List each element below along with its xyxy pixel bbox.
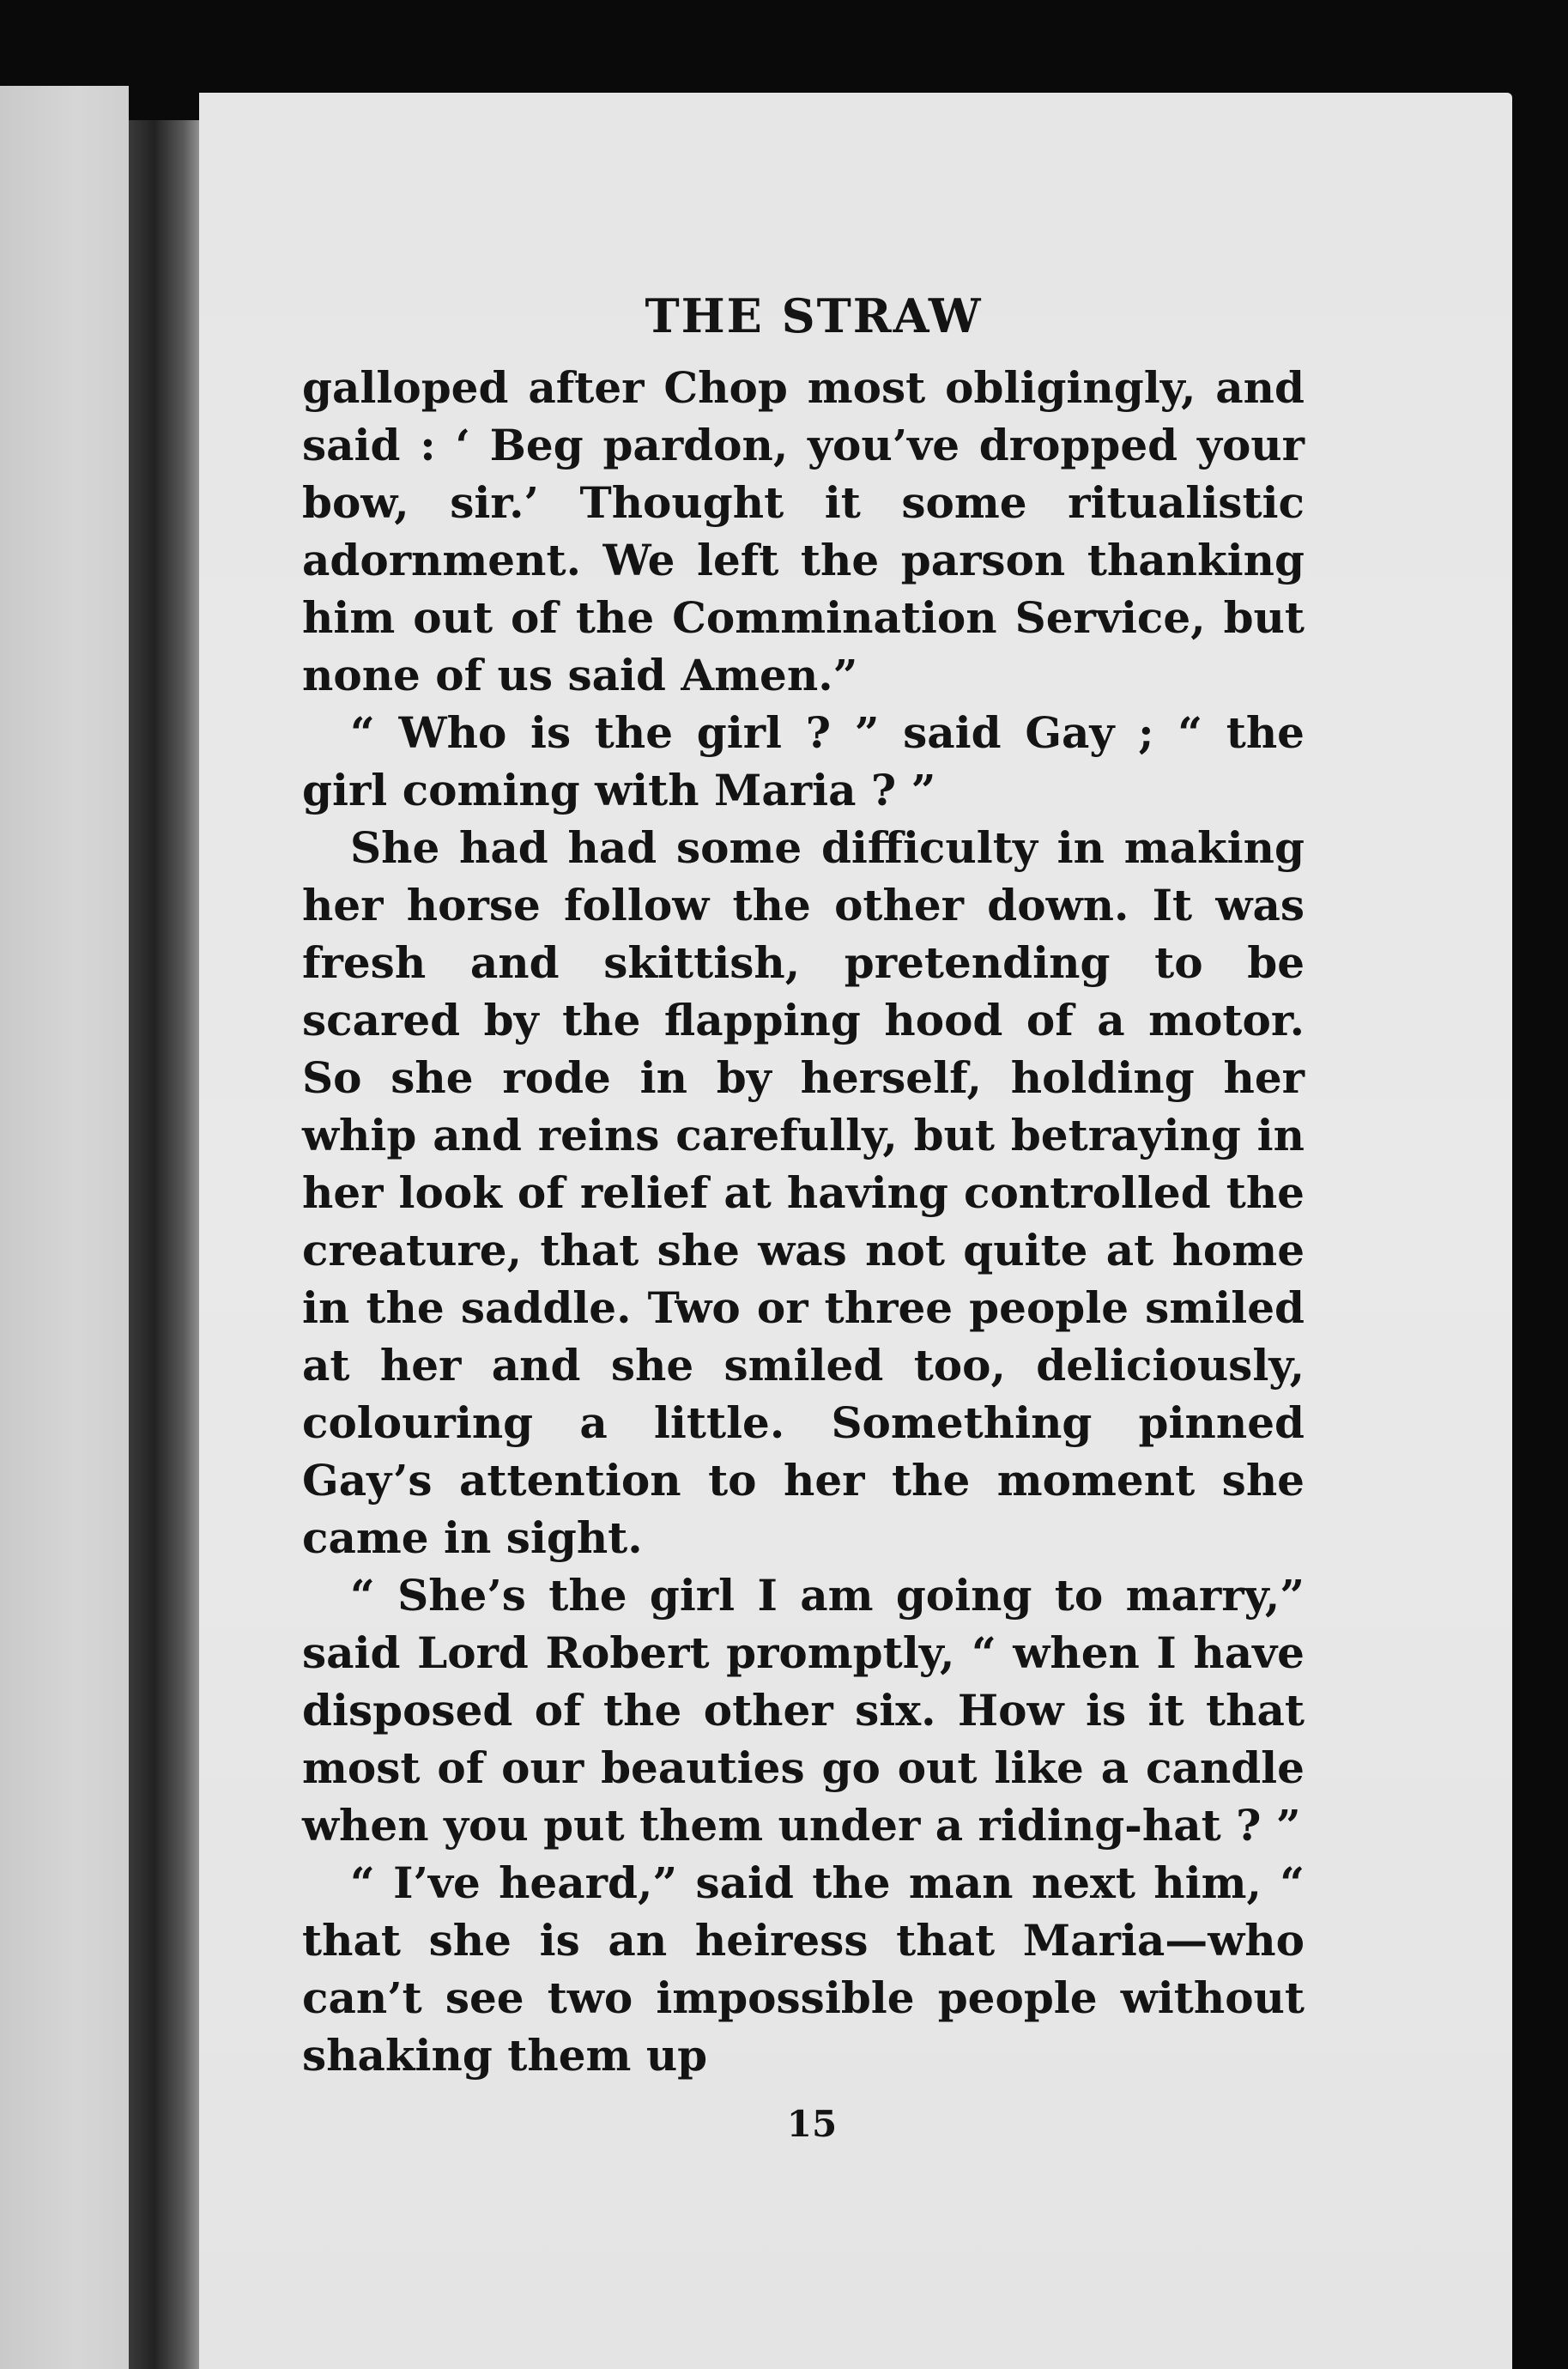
paragraph: “ Who is the girl ? ” said Gay ; “ the girl coming with Maria ? ” bbox=[302, 707, 1305, 815]
paragraph-continued: galloped after Chop most obligingly, and said : ‘ Beg pardon, you’ve dropped your bow, sir.’ Thought it some ritualistic adornment. We left the parson thanking him out of the Commination Service, but none of us said Amen.” bbox=[302, 362, 1305, 700]
body-text bbox=[302, 359, 1305, 2084]
book-page bbox=[199, 93, 1512, 2369]
facing-page-edge bbox=[0, 86, 129, 2369]
running-head: THE STRAW bbox=[645, 288, 983, 343]
paragraph: “ I’ve heard,” said the man next him, “ that she is an heiress that Maria—who can’t see two impossible people without shaking them up bbox=[302, 1857, 1305, 2081]
book-gutter bbox=[129, 120, 202, 2369]
page-content bbox=[302, 288, 1305, 2145]
paragraph: She had had some difficulty in making her horse follow the other down. It was fresh and skittish, pretending to be scared by the flapping hood of a motor. So she rode in by herself, holding her whip and reins carefully, but betraying in her look of relief at having controlled the creature, that she was not quite at home in the saddle. Two or three people smiled at her and she smiled too, deliciously, colouring a little. Something pinned Gay’s attention to her the moment she came in sight. bbox=[302, 822, 1305, 1563]
page-number: 15 bbox=[786, 2103, 838, 2145]
paragraph: “ She’s the girl I am going to marry,” said Lord Robert promptly, “ when I have disposed of the other six. How is it that most of our beauties go out like a candle when you put them under a riding-hat ? ” bbox=[302, 1570, 1305, 1851]
